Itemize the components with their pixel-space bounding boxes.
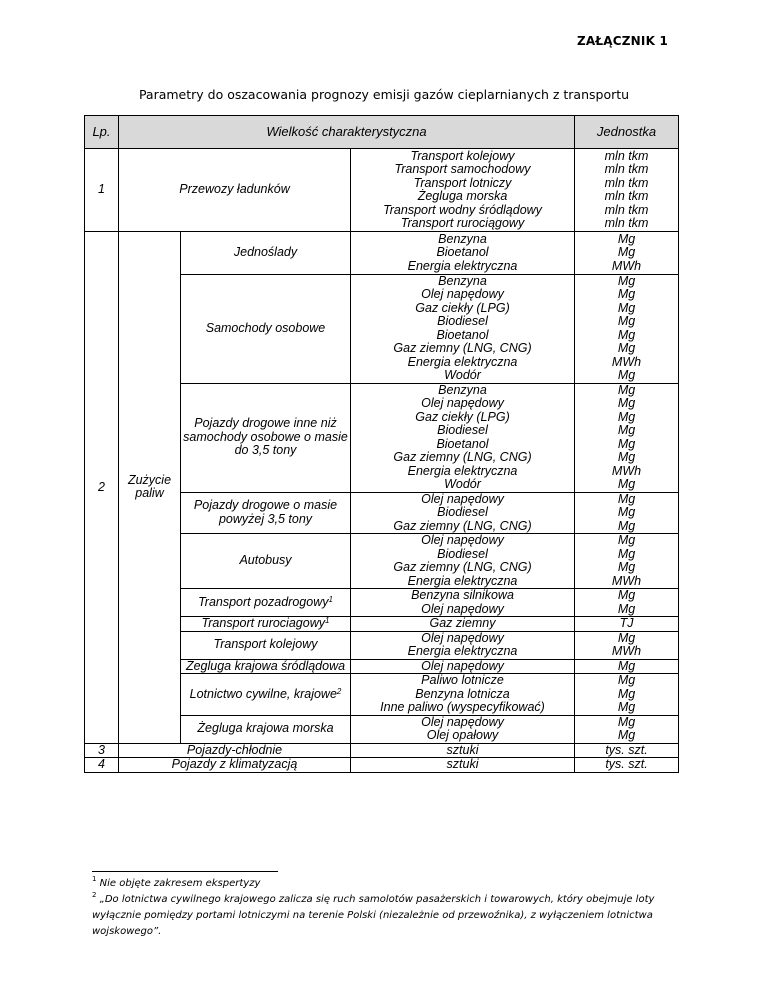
category-label: Przewozy ładunków: [119, 149, 351, 232]
parameter-values-line: Gaz ziemny (LNG, CNG): [393, 518, 532, 533]
footnotes: [92, 876, 692, 940]
parameter-values: [351, 743, 575, 758]
unit-values: [575, 674, 679, 716]
unit-values-line: Mg: [617, 686, 636, 701]
footnote-ref: 1: [328, 594, 333, 604]
parameter-values: [351, 492, 575, 534]
unit-values-line: Mg: [617, 714, 636, 729]
subcategory-label: Transport rurociagowy$^1$: [181, 617, 351, 632]
unit-values-line: mln tkm: [604, 189, 649, 203]
unit-values-line: MWh: [611, 258, 642, 273]
parameter-values-line: Biodiesel: [437, 505, 488, 519]
row-number: 2: [85, 232, 119, 744]
unit-values-line: Mg: [617, 368, 636, 382]
table-body: [85, 149, 679, 773]
unit-values-line: Mg: [617, 450, 636, 464]
page-title: Parametry do oszacowania prognozy emisji gazów cieplarnianych z transportu: [138, 87, 630, 102]
category-label: Pojazdy-chłodnie: [119, 743, 351, 758]
table-row: [85, 232, 679, 275]
parameter-values-line: Biodiesel: [437, 546, 488, 561]
parameter-values-line: Olej napędowy: [421, 630, 504, 645]
parameter-values-line: Energia elektryczna: [407, 354, 518, 369]
parameter-values-line: Żegluga morska: [417, 189, 508, 203]
unit-values-line: mln tkm: [604, 162, 649, 176]
parameter-values-line: sztuki: [446, 742, 479, 757]
unit-values-line: TJ: [619, 616, 634, 630]
parameter-values-line: Wodór: [444, 368, 481, 382]
unit-values-line: Mg: [617, 630, 636, 645]
unit-values-line: MWh: [611, 573, 642, 588]
unit-values: [575, 274, 679, 383]
parameter-values-line: Energia elektryczna: [407, 463, 518, 478]
unit-values-line: mln tkm: [604, 148, 649, 163]
parameter-values-line: Olej opałowy: [426, 728, 499, 742]
parameter-values-line: Paliwo lotnicze: [421, 673, 504, 687]
parameter-values-line: Olej napędowy: [421, 396, 504, 410]
parameter-values: [351, 383, 575, 492]
subcategory-label: Autobusy: [181, 534, 351, 589]
unit-values-line: Mg: [617, 341, 636, 355]
parameter-values-line: Benzyna: [438, 382, 487, 397]
unit-values-line: Mg: [617, 314, 636, 328]
annex-label: ZAŁĄCZNIK 1: [576, 34, 668, 48]
unit-values-line: MWh: [611, 644, 642, 658]
unit-values-line: mln tkm: [604, 216, 649, 230]
unit-values-line: Mg: [617, 673, 636, 687]
unit-values-line: mln tkm: [604, 202, 649, 217]
unit-values: [575, 743, 679, 758]
unit-values-line: tys. szt.: [605, 757, 648, 771]
parameter-values-line: Benzyna silnikowa: [411, 588, 514, 602]
subcategory-label: Pojazdy drogowe o masie powyżej 3,5 tony: [181, 492, 351, 534]
table-row: [85, 743, 679, 758]
row-number: 1: [85, 149, 119, 232]
unit-values-line: Mg: [617, 423, 636, 437]
header-lp: Lp.: [85, 116, 119, 149]
subcategory-label: Pojazdy drogowe inne niż samochody osobowe o masie do 3,5 tony: [181, 383, 351, 492]
parameter-values-line: Energia elektryczna: [407, 573, 518, 588]
parameter-values-line: Benzyna: [438, 231, 487, 246]
unit-values-line: Mg: [617, 546, 636, 561]
unit-values: [575, 758, 679, 773]
footnote-2: $^2$ „Do lotnictwa cywilnego krajowego zalicza się ruch samolotów pasażerskich i towarowych, który obejmuje loty wyłącznie pomiędzy portami lotniczymi na terenie Polski (niezależnie od przewoźnika), z wyłączeniem lotnictwa wojskowego”.: [92, 891, 655, 937]
parameter-values-line: Benzyna lotnicza: [415, 686, 510, 701]
unit-values: [575, 617, 679, 632]
parameter-values-line: Olej napędowy: [421, 658, 504, 673]
unit-values-line: Mg: [617, 658, 636, 673]
parameter-values-line: Gaz ziemny (LNG, CNG): [393, 450, 532, 464]
unit-values-line: MWh: [611, 354, 642, 369]
unit-values-line: Mg: [617, 728, 636, 742]
unit-values: [575, 383, 679, 492]
unit-values-line: Mg: [617, 273, 636, 288]
parameter-values: [351, 674, 575, 716]
unit-values: [575, 631, 679, 659]
unit-values-line: MWh: [611, 463, 642, 478]
unit-values-line: Mg: [617, 518, 636, 533]
table-row: [85, 149, 679, 232]
parameter-values-line: Gaz ciekły (LPG): [415, 409, 510, 424]
subcategory-label: Transport pozadrogowy$^1$: [181, 589, 351, 617]
parameter-values-line: Inne paliwo (wyspecyfikować): [380, 700, 545, 714]
parameter-values: [351, 232, 575, 275]
unit-values-line: tys. szt.: [605, 742, 648, 757]
parameter-values: [351, 274, 575, 383]
parameter-values-line: Transport wodny śródlądowy: [383, 202, 542, 217]
unit-values-line: Mg: [617, 231, 636, 246]
unit-values-line: Mg: [617, 409, 636, 424]
parameter-values-line: Gaz ziemny (LNG, CNG): [393, 341, 532, 355]
parameter-values-line: Bioetanol: [436, 245, 489, 259]
unit-values: [575, 589, 679, 617]
row-number: 3: [85, 743, 119, 758]
subcategory-label: Lotnictwo cywilne, krajowe$^2$: [181, 674, 351, 716]
footnote-ref: 1: [324, 616, 330, 625]
unit-values-line: Mg: [617, 505, 636, 519]
unit-values: [575, 715, 679, 743]
unit-values-line: Mg: [617, 396, 636, 410]
parameter-values-line: Biodiesel: [437, 423, 488, 437]
parameter-values-line: Olej napędowy: [421, 287, 504, 301]
unit-values-line: Mg: [617, 287, 636, 301]
header-unit: Jednostka: [575, 116, 679, 149]
unit-values-line: Mg: [617, 245, 636, 259]
subcategory-label: Transport kolejowy: [181, 631, 351, 659]
parameter-values-line: Transport kolejowy: [410, 148, 515, 163]
parameter-values: [351, 758, 575, 773]
parameter-values-line: Bioetanol: [436, 327, 489, 342]
parameter-values-line: Gaz ciekły (LPG): [415, 300, 510, 315]
parameter-values-line: Wodór: [444, 477, 481, 491]
unit-values: [575, 659, 679, 674]
parameter-values-line: Transport samochodowy: [394, 162, 531, 176]
category-label: Pojazdy z klimatyzacją: [119, 758, 351, 773]
unit-values-line: Mg: [617, 560, 636, 574]
parameter-values-line: Transport rurociągowy: [400, 216, 525, 230]
subcategory-label: Żegluga krajowa śródlądowa: [181, 659, 351, 674]
unit-values-line: Mg: [617, 588, 636, 602]
parameter-values: [351, 631, 575, 659]
parameter-values-line: Olej napędowy: [421, 714, 504, 729]
table-row: [85, 758, 679, 773]
parameter-values: [351, 589, 575, 617]
header-quantity: Wielkość charakterystyczna: [119, 116, 575, 149]
parameter-values-line: Olej napędowy: [421, 491, 504, 506]
footnote-separator: [92, 871, 278, 872]
unit-values-line: mln tkm: [604, 175, 649, 190]
subcategory-label: Jednoślady: [181, 232, 351, 275]
footnote-1: $^1$ Nie objęte zakresem ekspertyzy: [92, 875, 261, 889]
parameter-values-line: Transport lotniczy: [413, 175, 512, 190]
parameter-values: [351, 715, 575, 743]
parameter-values-line: Energia elektryczna: [407, 258, 518, 273]
parameters-table: [84, 115, 679, 773]
parameter-values-line: Olej napędowy: [421, 533, 504, 547]
unit-values: [575, 232, 679, 275]
unit-values-line: Mg: [617, 700, 636, 714]
parameter-values-line: Gaz ziemny (LNG, CNG): [393, 560, 532, 574]
subcategory-label: Żegluga krajowa morska: [181, 715, 351, 743]
parameter-values: [351, 534, 575, 589]
parameter-values-line: Gaz ziemny: [429, 616, 496, 630]
parameter-values-line: Bioetanol: [436, 436, 489, 451]
unit-values-line: Mg: [617, 601, 636, 616]
unit-values-line: Mg: [617, 327, 636, 342]
unit-values: [575, 492, 679, 534]
category-label: Zużycie paliw: [119, 232, 181, 744]
parameter-values-line: Olej napędowy: [421, 601, 504, 616]
parameter-values-line: Biodiesel: [437, 314, 488, 328]
unit-values-line: Mg: [617, 382, 636, 397]
parameter-values: [351, 617, 575, 632]
footnote-ref: 2: [336, 686, 342, 696]
unit-values-line: Mg: [617, 436, 636, 451]
subcategory-label: Samochody osobowe: [181, 274, 351, 383]
parameter-values-line: sztuki: [446, 757, 479, 771]
table-header-row: [85, 116, 679, 149]
unit-values-line: Mg: [617, 491, 636, 506]
parameter-values-line: Energia elektryczna: [407, 644, 518, 658]
unit-values-line: Mg: [617, 477, 636, 491]
unit-values: [575, 149, 679, 232]
unit-values: [575, 534, 679, 589]
parameter-values-line: Benzyna: [438, 273, 487, 288]
parameter-values: [351, 149, 575, 232]
unit-values-line: Mg: [617, 300, 636, 315]
parameter-values: [351, 659, 575, 674]
unit-values-line: Mg: [617, 533, 636, 547]
row-number: 4: [85, 758, 119, 773]
